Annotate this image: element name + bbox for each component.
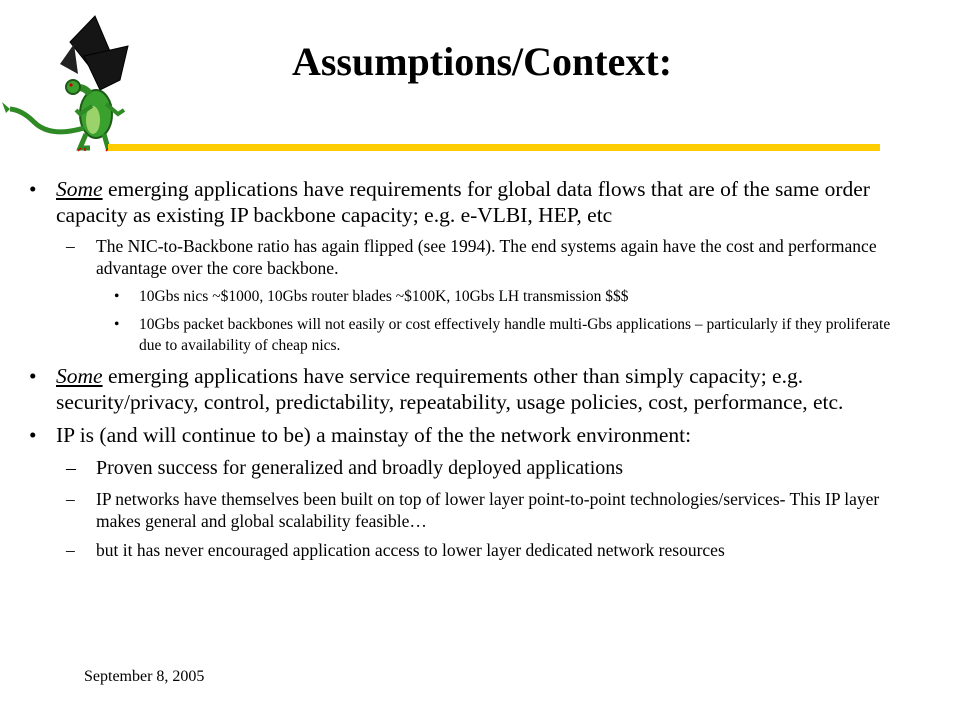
page-title: Assumptions/Context: [291, 39, 673, 84]
dash-marker: – [66, 489, 75, 509]
bullet-1-sub-1-item-2 [114, 314, 909, 356]
bullet-text: IP networks have themselves been built on top of lower layer point-to-point technologies/services- This IP layer makes general and global scalability feasible… [96, 489, 880, 531]
bullet-text: 10Gbs nics ~$1000, 10Gbs router blades ~$100K, 10Gbs LH transmission $$$ [139, 288, 629, 305]
bullet-3-sub-3 [66, 539, 909, 561]
bullet-text: IP is (and will continue to be) a mainstay of the the network environment: [56, 423, 692, 447]
bullet-marker: • [29, 364, 37, 388]
dash-marker: – [66, 236, 75, 256]
bullet-marker: • [29, 423, 37, 447]
bullet-marker: • [114, 316, 120, 333]
emphasis-text: Some [56, 364, 103, 388]
title-divider [108, 144, 880, 151]
bullet-text: emerging applications have requirements for global data flows that are of the same order capacity as existing IP backbone capacity; e.g. e-VLBI, HEP, etc [56, 177, 870, 227]
slide-content [29, 176, 909, 568]
bullet-text: The NIC-to-Backbone ratio has again flipped (see 1994). The end systems again have the cost and performance advantage over the core backbone. [96, 236, 877, 278]
bullet-2 [29, 363, 909, 415]
bullet-text: Proven success for generalized and broadly deployed applications [96, 457, 624, 479]
bullet-1-sub-1-item-1 [114, 286, 909, 307]
bullet-text: but it has never encouraged application access to lower layer dedicated network resources [96, 540, 725, 560]
bullet-1 [29, 176, 909, 228]
dash-marker: – [66, 540, 75, 560]
bullet-3 [29, 422, 909, 448]
bullet-1-sub-1 [66, 235, 909, 279]
bullet-3-sub-2 [66, 488, 909, 532]
dash-marker: – [66, 457, 76, 479]
bullet-marker: • [114, 288, 120, 305]
bullet-3-sub-1 [66, 455, 909, 481]
footer-date: September 8, 2005 [84, 668, 205, 685]
emphasis-text: Some [56, 177, 103, 201]
bullet-text: emerging applications have service requirements other than simply capacity; e.g. security/privacy, control, predictability, repeatability, usage policies, cost, performance, etc. [56, 364, 844, 414]
bullet-marker: • [29, 177, 37, 201]
bullet-text: 10Gbs packet backbones will not easily or cost effectively handle multi-Gbs applications – particularly if they proliferate due to availability of cheap nics. [139, 316, 891, 354]
